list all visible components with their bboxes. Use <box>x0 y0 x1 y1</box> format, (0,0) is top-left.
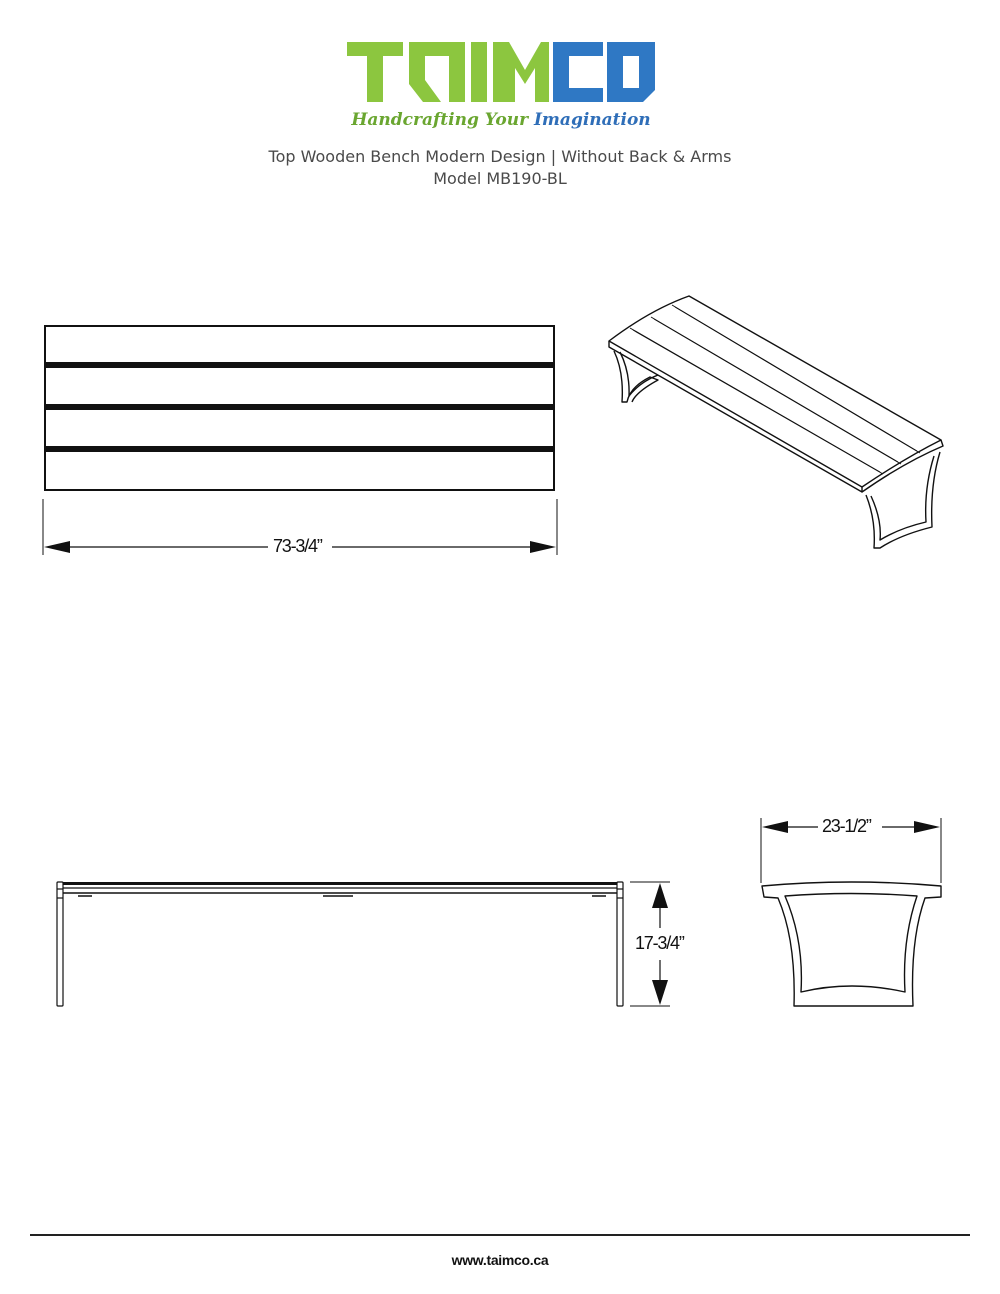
width-dimension-label: 73-3/4” <box>270 536 325 557</box>
height-dimension-label: 17-3/4” <box>632 933 687 954</box>
front-view-drawing <box>57 882 623 1006</box>
product-model: Model MB190-BL <box>433 169 567 188</box>
depth-dimension-label: 23-1/2” <box>819 816 874 837</box>
side-view-drawing <box>762 882 941 1006</box>
tagline-part1: Handcrafting Your <box>351 110 534 130</box>
product-title-line1: Top Wooden Bench Modern Design | Without Back & Arms <box>268 147 732 166</box>
top-view-drawing <box>45 326 554 490</box>
tagline-part2: Imagination <box>533 110 651 130</box>
isometric-view-drawing <box>609 296 943 548</box>
website-link[interactable]: www.taimco.ca <box>451 1252 549 1268</box>
footer-divider <box>30 1234 970 1236</box>
